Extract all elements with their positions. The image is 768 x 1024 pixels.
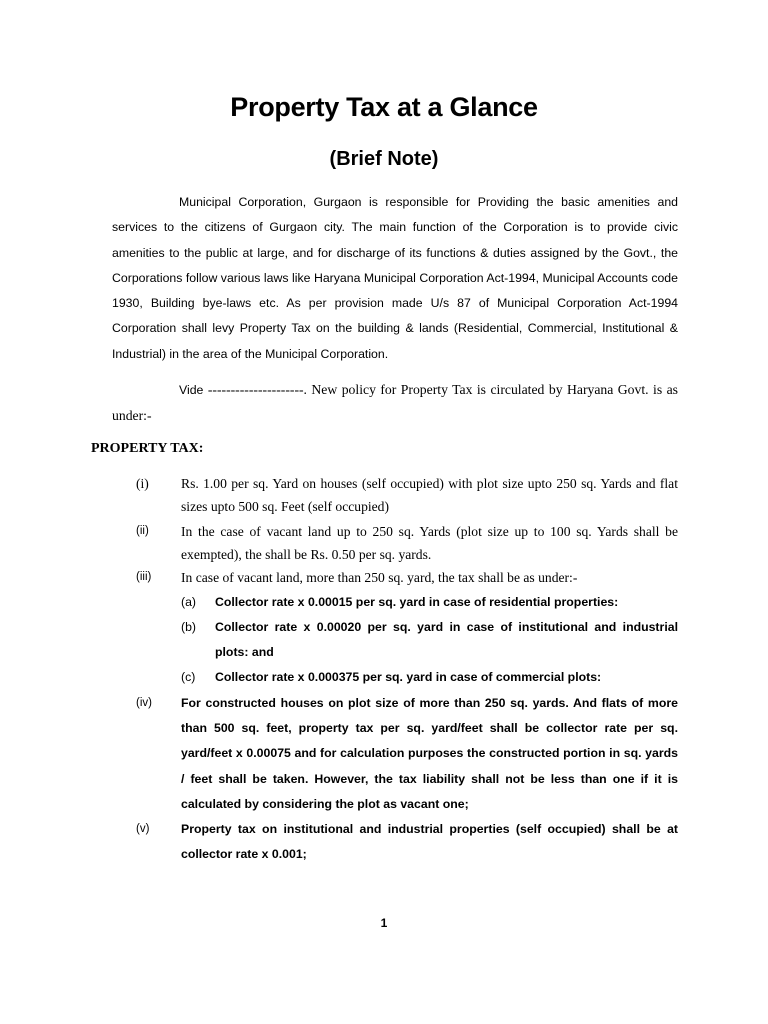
item-number: (iii) — [136, 571, 152, 583]
vide-paragraph — [112, 377, 678, 428]
page-title: Property Tax at a Glance — [230, 92, 538, 122]
intro-text: Municipal Corporation, Gurgaon is responsible for Providing the basic amenities and services to the citizens of Gurgaon city. The main function of the Corporation is to provide civic amenities to the public at large, and for discharge of its functions & duties assigned by the Govt., the Corporations follow various laws like Haryana Municipal Corporation Act-1994, Municipal Accounts code 1930, Building bye-laws etc. As per provision made U/s 87 of Municipal Corporation Act-1994 Corporation shall levy Property Tax on the building & lands (Residential, Commercial, Institutional & Industrial) in the area of the Municipal Corporation. — [112, 195, 678, 361]
sub-item-text: Collector rate x 0.00020 per sq. yard in case of institutional and industrial plots: and — [215, 620, 678, 660]
section-heading: PROPERTY TAX: — [91, 441, 204, 456]
vide-text: ---------------------. New policy for Property Tax is circulated by Haryana Govt. is as under:- — [112, 382, 678, 423]
page-number: 1 — [380, 916, 388, 930]
item-number: (i) — [136, 476, 149, 491]
vide-word: Vide — [179, 383, 204, 397]
sub-item-number: (a) — [181, 595, 197, 609]
sub-item-number: (c) — [181, 670, 196, 684]
page-subtitle: (Brief Note) — [329, 148, 439, 170]
intro-paragraph — [112, 190, 678, 367]
item-number: (iv) — [136, 697, 152, 709]
item-text: Property tax on institutional and industrial properties (self occupied) shall be at collector rate x 0.001; — [181, 822, 678, 862]
item-text: In case of vacant land, more than 250 sq. yard, the tax shall be as under:- — [181, 570, 578, 585]
sub-item-text: Collector rate x 0.000375 per sq. yard in case of commercial plots: — [215, 670, 602, 684]
sub-item-text: Collector rate x 0.00015 per sq. yard in case of residential properties: — [215, 595, 619, 609]
item-text: For constructed houses on plot size of more than 250 sq. yards. And flats of more than 500 sq. feet, property tax per sq. yard/feet shall be collector rate per sq. yard/feet x 0.00075 and for calculation purposes the constructed portion in sq. yards / feet shall be taken. However, the tax liability shall not be less than one if it is calculated by considering the plot as vacant one; — [181, 696, 678, 811]
sub-item-number: (b) — [181, 620, 197, 634]
item-number: (v) — [136, 823, 150, 835]
item-text: In the case of vacant land up to 250 sq. Yards (plot size up to 100 sq. Yards shall be exempted), the shall be Rs. 0.50 per sq. yards. — [181, 524, 678, 562]
item-number: (ii) — [136, 525, 149, 537]
item-text: Rs. 1.00 per sq. Yard on houses (self occupied) with plot size upto 250 sq. Yards and flat sizes upto 500 sq. Feet (self occupied) — [181, 476, 678, 514]
